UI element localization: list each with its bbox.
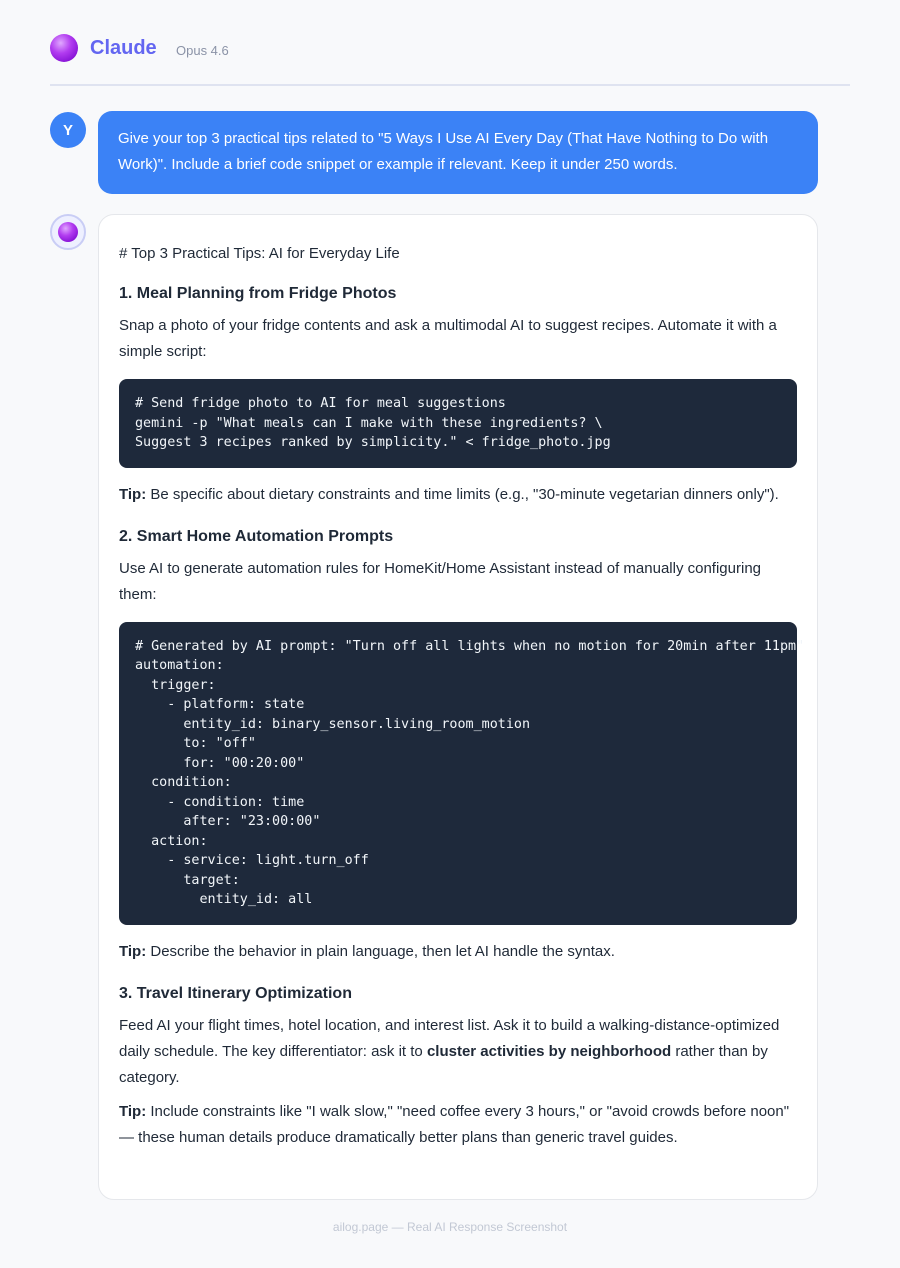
brand-name: Claude bbox=[90, 37, 157, 59]
section-heading: 3. Travel Itinerary Optimization bbox=[119, 984, 352, 1002]
assistant-avatar bbox=[50, 214, 86, 250]
assistant-message bbox=[98, 214, 818, 1200]
tip-label: Tip: bbox=[119, 485, 147, 503]
code-block: # Generated by AI prompt: "Turn off all lights when no motion for 20min after 11pm" automation: trigger: - platform: state entity_id: binary_sensor.living_room_motion to: "off" for: "00:20:00" condition: - condition: time after: "23:00:00" action: - service: light.turn_off target: entity_id: all bbox=[119, 622, 797, 925]
response-title: # Top 3 Practical Tips: AI for Everyday Life bbox=[119, 245, 400, 262]
section-heading: 2. Smart Home Automation Prompts bbox=[119, 527, 394, 545]
chat-header bbox=[50, 34, 850, 86]
section-paragraph: Snap a photo of your fridge contents and ask a multimodal AI to suggest recipes. Automate it with a simple script: bbox=[119, 317, 777, 360]
tip-label: Tip: bbox=[119, 1102, 147, 1120]
user-avatar: Y bbox=[50, 112, 86, 148]
tip-text: Include constraints like "I walk slow," "need coffee every 3 hours," or "avoid crowds before noon" — these human details produce dramatically better plans than generic travel guides. bbox=[119, 1102, 790, 1146]
tip-text: Be specific about dietary constraints and time limits (e.g., "30-minute vegetarian dinners only"). bbox=[146, 485, 779, 503]
bold-text: cluster activities by neighborhood bbox=[426, 1042, 672, 1060]
claude-logo-icon bbox=[50, 34, 78, 62]
section-paragraph: Use AI to generate automation rules for HomeKit/Home Assistant instead of manually configuring them: bbox=[119, 559, 762, 603]
code-block: # Send fridge photo to AI for meal suggestions gemini -p "What meals can I make with these ingredients? \ Suggest 3 recipes ranked by simplicity." < fridge_photo.jpg bbox=[119, 379, 797, 468]
section-paragraph bbox=[119, 1013, 797, 1091]
tip-paragraph bbox=[119, 1099, 797, 1151]
tip-paragraph bbox=[119, 482, 797, 508]
assistant-logo-icon bbox=[58, 222, 78, 242]
section-heading: 1. Meal Planning from Fridge Photos bbox=[119, 285, 397, 302]
paragraph-text: rather than by category. bbox=[119, 1042, 768, 1086]
tip-paragraph bbox=[119, 939, 797, 965]
tip-text: Describe the behavior in plain language, then let AI handle the syntax. bbox=[146, 942, 615, 960]
footer-credit: ailog.page — Real AI Response Screenshot bbox=[332, 1220, 568, 1234]
tip-label: Tip: bbox=[119, 942, 147, 960]
model-label: Opus 4.6 bbox=[176, 43, 229, 58]
user-message: Give your top 3 practical tips related to "5 Ways I Use AI Every Day (That Have Nothing to Do with Work)". Include a brief code snippet or example if relevant. Keep it under 250 words. bbox=[98, 111, 818, 194]
paragraph-text: Feed AI your flight times, hotel location, and interest list. Ask it to build a walking-distance-optimized daily schedule. The key differentiator: ask it to bbox=[119, 1016, 780, 1060]
